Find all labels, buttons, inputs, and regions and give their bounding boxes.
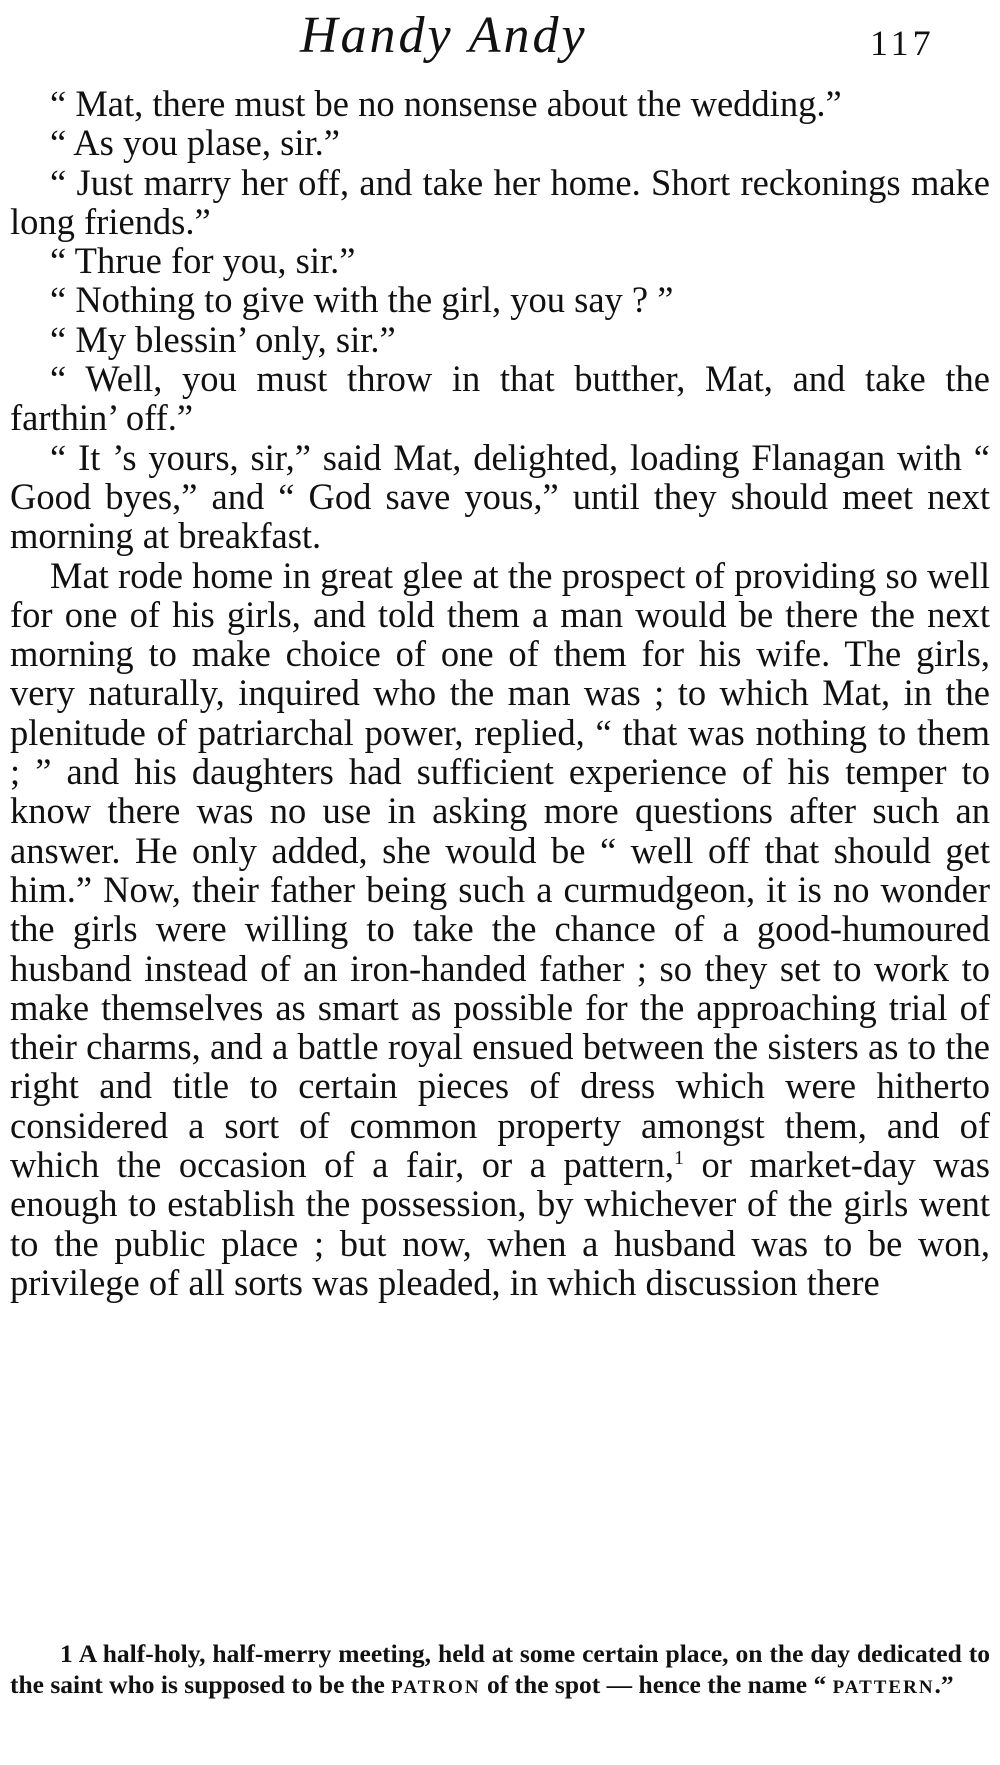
dialogue-line: “ Mat, there must be no nonsense about the wedding.” [50,83,842,124]
dialogue-line: “ Well, you must throw in that butther, Mat, and take the farthin’ off.” [10,358,990,439]
footnote-reference: 1 [673,1146,684,1169]
page-header [0,6,1000,76]
footnote-smallcaps-patron: PATRON [391,1677,481,1698]
footnote [10,1638,990,1703]
dialogue-line: “ As you plase, sir.” [50,122,340,164]
dialogue-line: “ Thrue for you, sir.” [50,240,356,282]
narrative-paragraph [10,556,990,1303]
footnote-text-part: A half-holy, half-merry meeting, held at some certain place, on the day dedicated to the saint who is supposed to be the [10,1639,990,1699]
dialogue-line: “ My blessin’ only, sir.” [50,318,396,360]
body-text [10,84,990,1302]
dialogue-line: “ It ’s yours, sir,” said Mat, delighted, loading Flanagan with “ Good byes,” and “ God save yous,” until they should meet next morning at breakfast. [10,436,990,557]
narrative-text-continued: or market-day was enough to establish the possession, by whichever of the girls went to the public place ; but now, when a husband was to be won, privilege of all sorts was pleaded, in which discussion there [10,1144,990,1303]
running-title: Handy Andy [300,7,588,64]
footnote-smallcaps-pattern: PATTERN [832,1677,935,1698]
dialogue-line: “ Nothing to give with the girl, you say ? ” [50,279,674,321]
narrative-text: Mat rode home in great glee at the prospect of providing so well for one of his girls, and told them a man would be there the next morning to make choice of one of them for his wife. The girls, very naturally, inquired who the man was ; to which Mat, in the plenitude of patriarchal power, replied, “ that was nothing to them ; ” and his daughters had sufficient experience of his temper to know there was no use in asking more questions after such an answer. He only added, she would be “ well off that should get him.” Now, their father being such a curmudgeon, it is no wonder the girls were willing to take the chance of a good-humoured husband instead of an iron-handed father ; so they set to work to make themselves as smart as possible for the approaching trial of their charms, and a battle royal ensued between the sisters as to the right and title to certain pieces of dress which were hitherto considered a sort of common property amongst them, and of which the occasion of a fair, or a pattern, [10,554,990,1186]
footnote-text-part: of the spot — hence the name “ [480,1670,833,1699]
page-number: 117 [870,23,935,63]
footnote-text [10,1638,990,1703]
footnote-number: 1 [60,1639,73,1668]
footnote-text-part: .” [934,1670,954,1699]
dialogue-line: “ Just marry her off, and take her home. Short reckonings make long friends.” [10,161,990,242]
